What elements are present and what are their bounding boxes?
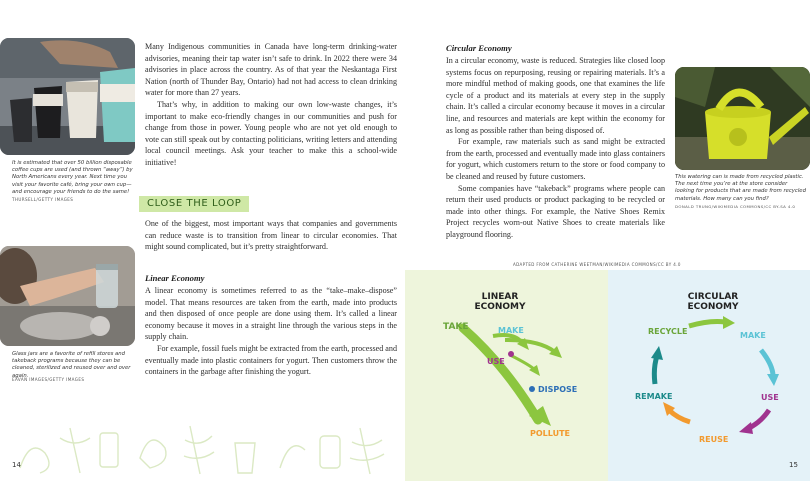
circular-step-recycle: RECYCLE — [648, 327, 688, 336]
linear-title-line-1: LINEAR — [481, 292, 519, 302]
left-column-linear-text — [145, 285, 397, 378]
linear-economy-heading: Linear Economy — [145, 273, 205, 283]
linear-step-use: USE — [487, 357, 505, 366]
page-number-left: 14 — [12, 461, 21, 469]
circular-step-make: MAKE — [740, 331, 766, 340]
right-column-text — [446, 55, 665, 241]
watering-can-photo — [675, 67, 810, 170]
coffee-cups-photo — [0, 38, 135, 155]
circular-economy-heading: Circular Economy — [446, 43, 512, 53]
diagram-credit: ADAPTED FROM CATHERINE WEETMAN/WIKIMEDIA COMMONS/CC BY 4.0 — [513, 262, 681, 267]
economy-diagram-svg — [405, 270, 810, 481]
paragraph-close-the-loop: One of the biggest, most important ways that companies and governments can reduce waste is to transition from linear to circular economies. That might sound complicated, but it’s pretty straightforward. — [145, 219, 397, 252]
paragraph-linear-definition: A linear economy is sometimes referred to as the “take–make–dispose” model. That means resources are taken from the earth, made into products and then disposed of once people are done using them. It’s called a linear economy because it moves in a straight line through the various steps in the supply chain. — [145, 286, 397, 342]
circular-title-line-1: CIRCULAR — [687, 292, 739, 302]
paragraph-circular-example: For example, raw materials such as sand might be extracted from the earth, processed and eventually made into glass containers for yogurt, which customers return to the store or food company to be cleaned and reused by future customers. — [446, 137, 665, 181]
linear-title-line-2: ECONOMY — [474, 302, 526, 312]
linear-step-take: TAKE — [443, 322, 469, 332]
glass-jars-caption: Glass jars are a favorite of refill stores and takeback programs because they can be cleaned, sterilized and reused over and over again. — [12, 351, 131, 379]
linear-step-dispose: DISPOSE — [538, 385, 578, 394]
linear-step-make: MAKE — [498, 326, 524, 335]
paragraph-linear-example: For example, fossil fuels might be extracted from the earth, processed and eventually made into plastic containers for yogurt. Then customers throw the containers in the garbage after finishing the yogurt. — [145, 343, 397, 377]
section-heading-close-the-loop: CLOSE THE LOOP — [139, 196, 249, 212]
circular-step-remake: REMAKE — [635, 392, 673, 401]
left-column-loop-text — [145, 218, 397, 253]
watering-can-caption: This watering can is made from recycled plastic. The next time you’re at the store consider looking for products that are made from recycled materials. How many can you find? — [675, 174, 806, 202]
left-column-top-text — [145, 41, 397, 169]
glass-jars-photo — [0, 246, 135, 346]
coffee-cups-caption: It is estimated that over 50 billion disposable coffee cups are used (and thrown “away”) by North Americans every year. Next time you visit your favorite café, bring your own cup—and encourage your friends to do the same! — [12, 160, 133, 195]
glass-jars-illustration — [0, 246, 135, 346]
coffee-cups-illustration — [0, 38, 135, 155]
linear-step-pollute: POLLUTE — [530, 429, 570, 438]
circular-step-reuse: REUSE — [699, 435, 729, 444]
coffee-cups-credit: THURSELL/GETTY IMAGES — [12, 197, 74, 202]
paragraph-circular-definition: In a circular economy, waste is reduced. Strategies like closed loop systems focus on repurposing, reusing or repairing materials. It’s a more mindful method of making goods, one that examines the life cycle of a product and its materials at every step in the supply chain. It’s called a circular economy because it moves in a circular line, and resources and materials are kept within the economy for as long as possible rather than being disposed of. — [446, 56, 665, 135]
paragraph-eco-changes: That’s why, in addition to making our own low-waste changes, it’s important to make eco-friendly changes in our communities and push for change from those in power. Young people who are not yet old enough to vote can still speak out by contacting politicians, writing letters and attending local council meetings. Ask your teacher to make this a school-wide initiative! — [145, 99, 397, 167]
paragraph-takeback: Some companies have “takeback” programs where people can return their used products or product packaging to be recycled or made into other things. For example, the Native Shoes Remix Project recycles worn-out Native Shoes to create materials like playground flooring. — [446, 183, 665, 239]
watering-can-illustration — [675, 67, 810, 170]
decorative-sketch-border — [0, 418, 405, 481]
economy-diagram — [405, 270, 810, 481]
watering-can-credit: DONALD TRUNG/WIKIMEDIA COMMONS/CC BY-SA 4.0 — [675, 204, 796, 209]
circular-step-use: USE — [761, 393, 779, 402]
paragraph-water-advisories: Many Indigenous communities in Canada have long-term drinking-water advisories, meaning their tap water isn’t safe to drink. In 2022 there were 34 advisories in place across the country. As of that year the Neskantaga First Nation (north of Thunder Bay, Ontario) had not had access to clean drinking water for more than 27 years. — [145, 42, 397, 98]
circular-title-line-2: ECONOMY — [687, 302, 739, 312]
page-number-right: 15 — [789, 461, 798, 469]
glass-jars-credit: EAVAN IMAGES/GETTY IMAGES — [12, 377, 85, 382]
